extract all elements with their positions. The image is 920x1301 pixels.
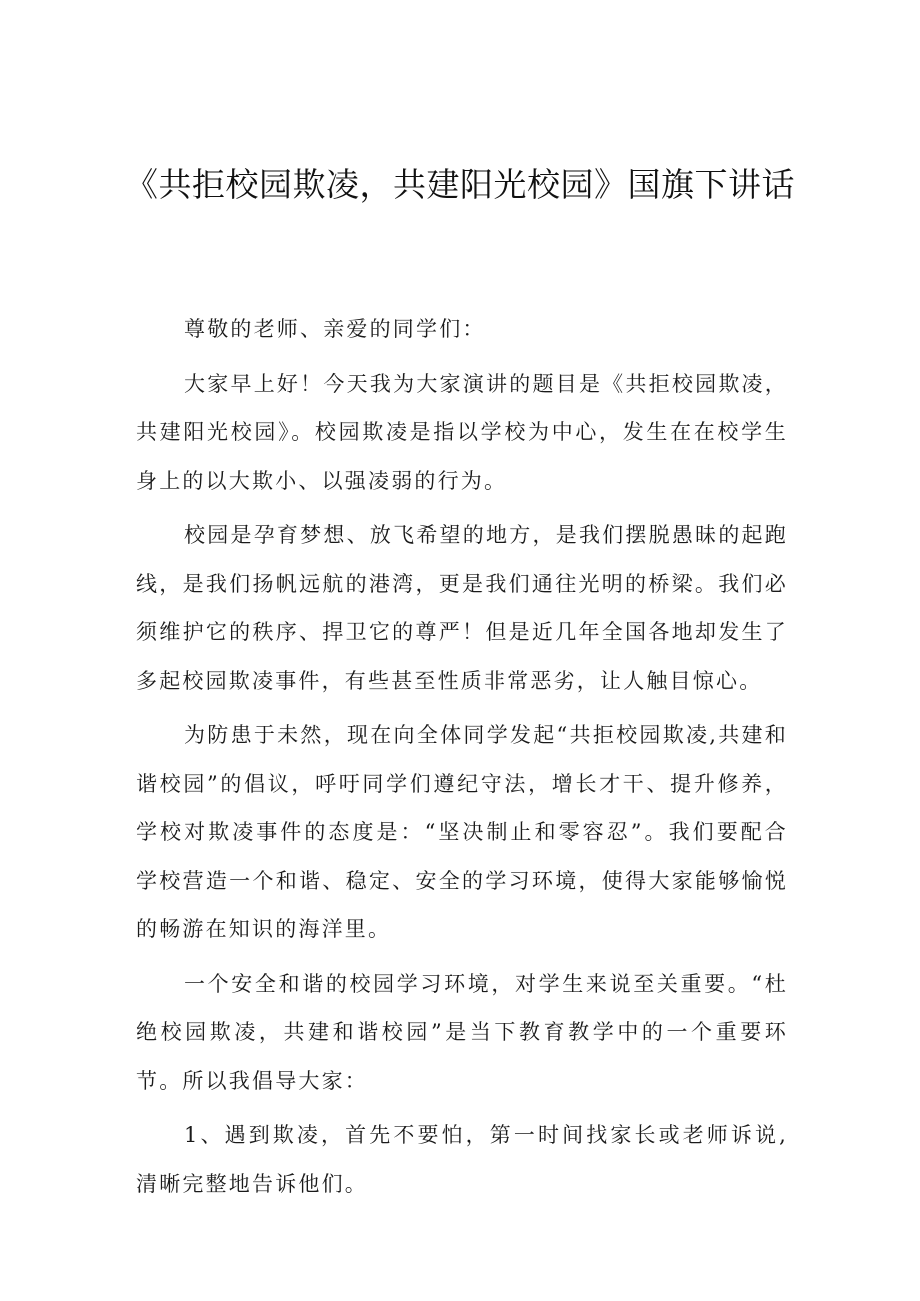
document-title: 《共拒校园欺凌，共建阳光校园》国旗下讲话 xyxy=(125,165,795,204)
paragraph-initiative: 为防患于未然，现在向全体同学发起“共拒校园欺凌,共建和谐校园”的倡议，呼吁同学们遵纪守法，增长才干、提升修养，学校对欺凌事件的态度是：“坚决制止和零容忍”。我们要配合学校营造一个和谐、稳定、安全的学习环境，使得大家能够愉悦的畅游在知识的海洋里。 xyxy=(136,723,788,941)
paragraph-salutation: 尊敬的老师、亲爱的同学们： xyxy=(184,317,486,341)
paragraph-greeting: 大家早上好！今天我为大家演讲的题目是《共拒校园欺凌，共建阳光校园》。校园欺凌是指以学校为中心，发生在在校学生身上的以大欺小、以强凌弱的行为。 xyxy=(136,371,788,493)
paragraph-point-1: 1、遇到欺凌，首先不要怕，第一时间找家长或老师诉说,清晰完整地告诉他们。 xyxy=(136,1123,788,1196)
paragraph-environment: 一个安全和谐的校园学习环境，对学生来说至关重要。“杜绝校园欺凌，共建和谐校园”是当下教育教学中的一个重要环节。所以我倡导大家： xyxy=(136,971,788,1093)
document-body xyxy=(136,305,788,1214)
paragraph-campus: 校园是孕育梦想、放飞希望的地方，是我们摆脱愚昧的起跑线，是我们扬帆远航的港湾，更是我们通往光明的桥梁。我们必须维护它的秩序、捍卫它的尊严！但是近几年全国各地却发生了多起校园欺凌事件，有些甚至性质非常恶劣，让人触目惊心。 xyxy=(136,523,788,693)
